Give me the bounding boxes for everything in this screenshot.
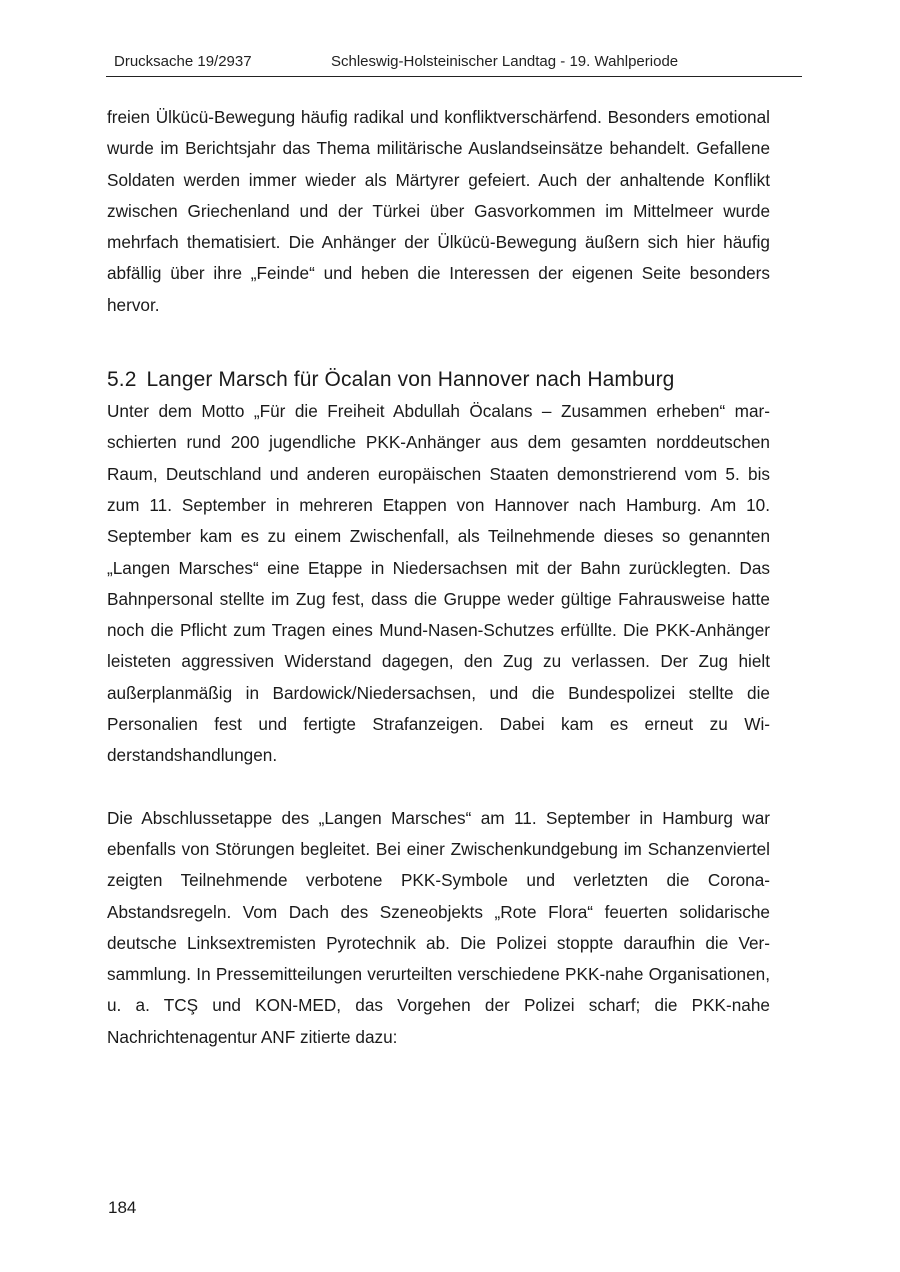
- body-paragraph-2: Die Abschlussetappe des „Langen Marsches“ am 11. September in Hamburg war ebenfalls von Störungen begleitet. Bei einer Zwischenkundgebung im Schanzenviertel zeigten Teilnehmende verbotene PKK-Symbole und verletzten die Corona-Abstandsregeln. Vom Dach des Szeneobjekts „Rote Flora“ feuerten solidarische deutsche Linksextremisten Pyrotechnik ab. Die Polizei stoppte daraufhin die Versammlung. In Pressemitteilungen verurteilten verschiedene PKK-nahe Organisationen, u. a. TCŞ und KON-MED, das Vorgehen der Polizei scharf; die PKK-nahe Nachrichtenagentur ANF zitierte dazu:: [107, 807, 770, 1047]
- section-number: 5.2: [107, 368, 137, 392]
- section-heading: [107, 364, 770, 396]
- page-content: [107, 102, 770, 1053]
- page-header: [106, 50, 802, 77]
- header-title: Schleswig-Holsteinischer Landtag - 19. Wahlperiode: [331, 53, 679, 70]
- document-number: Drucksache 19/2937: [114, 53, 252, 70]
- section-title: Langer Marsch für Öcalan von Hannover nach Hamburg: [146, 368, 675, 392]
- page-number: 184: [108, 1198, 137, 1217]
- body-paragraph-1: Unter dem Motto „Für die Freiheit Abdullah Öcalans – Zusammen erheben“ marschierten rund 200 jugendliche PKK-Anhänger aus dem gesamten norddeutschen Raum, Deutschland und anderen europäischen Staaten demonstrierend vom 5. bis zum 11. September in mehreren Etappen von Hannover nach Hamburg. Am 10. September kam es zu einem Zwischenfall, als Teilnehmende dieses so genannten „Langen Marsches“ eine Etappe in Niedersachsen mit der Bahn zurücklegten. Das Bahnpersonal stellte im Zug fest, dass die Gruppe weder gültige Fahrausweise hatte noch die Pflicht zum Tragen eines Mund-Nasen-Schutzes erfüllte. Die PKK-Anhänger leisteten aggressiven Widerstand dagegen, den Zug zu verlassen. Der Zug hielt außerplanmäßig in Bardowick/Niedersachsen, und die Bundespolizei stellte die Personalien fest und fertigte Strafanzeigen. Dabei kam es erneut zu Widerstandshandlungen.: [107, 401, 770, 766]
- intro-paragraph: freien Ülkücü-Bewegung häufig radikal und konfliktverschärfend. Besonders emotional wurde im Berichtsjahr das Thema militärische Auslandseinsätze behandelt. Gefallene Soldaten werden immer wieder als Märtyrer gefeiert. Auch der anhaltende Konflikt zwischen Griechenland und der Türkei über Gasvorkommen im Mittelmeer wurde mehrfach thematisiert. Die Anhänger der Ülkücü-Bewegung äußern sich hier häufig abfällig über ihre „Feinde“ und heben die Interessen der eigenen Seite besonders hervor.: [107, 107, 770, 315]
